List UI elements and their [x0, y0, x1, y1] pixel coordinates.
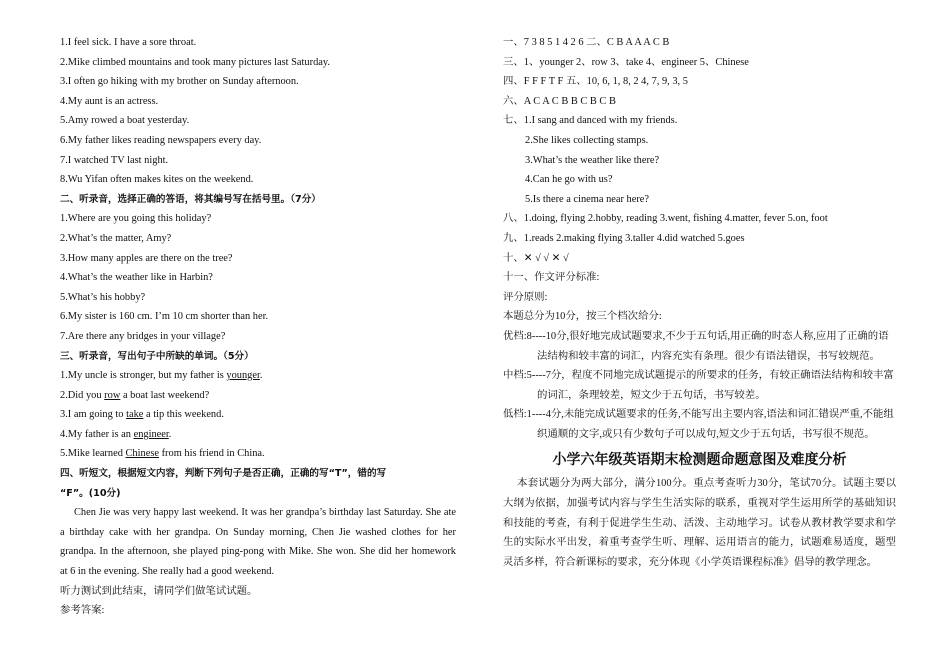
- listening-sentence: 3.I often go hiking with my brother on Sunday afternoon.: [60, 76, 299, 88]
- underlined-word: engineer: [133, 428, 169, 440]
- section-3-item: 5.Mike learned Chinese from his friend in China.: [60, 448, 265, 460]
- section-3-item: 4.My father is an engineer.: [60, 428, 172, 440]
- listening-sentence: 2.Mike climbed mountains and took many pictures last Saturday.: [60, 56, 331, 68]
- section-2-heading: 二、听录音，选择正确的答语，将其编号写在括号里。（7分）: [60, 193, 321, 205]
- listening-sentence: 1.I feel sick. I have a sore throat.: [60, 37, 197, 48]
- underlined-word: Chinese: [125, 448, 159, 460]
- grade-low: 低档:1----4分,未能完成试题要求的任务,不能写出主要内容,语法和词汇错误严重,不能组织通顺的文字,或只有少数句子可以成句,短文少于五句话，书写很不规范。: [503, 409, 894, 440]
- left-column: [60, 33, 456, 621]
- answer-row: 九、1.reads 2.making flying 3.taller 4.did watched 5.goes: [503, 232, 745, 244]
- section-3-item: 3.I am going to take a tip this weekend.: [60, 409, 224, 421]
- answer-row: 三、1、younger 2、row 3、take 4、engineer 5、Chinese: [503, 56, 749, 68]
- answer-row: 十、✕ √ √ ✕ √: [503, 252, 569, 264]
- section-2-item: 4.What’s the weather like in Harbin?: [60, 272, 213, 284]
- answer-row: 一、7 3 8 5 1 4 2 6 二、C B A A A C B: [503, 37, 670, 48]
- answer-row: 六、A C A C B B C B C B: [503, 95, 616, 107]
- listening-sentence: 5.Amy rowed a boat yesterday.: [60, 115, 190, 127]
- listening-sentence: 7.I watched TV last night.: [60, 154, 169, 166]
- end-note: 听力测试到此结束，请同学们做笔试试题。: [60, 585, 258, 597]
- grade-excellent: 优档:8----10分,很好地完成试题要求,不少于五句话,用正确的时态人称,应用了正确的语法结构和较丰富的词汇，内容充实有条理。很少有语法错误，书写较规范。: [503, 330, 889, 362]
- section-2-item: 1.Where are you going this holiday?: [60, 213, 212, 225]
- answer-row: 5.Is there a cinema near here?: [525, 193, 650, 205]
- answer-row: 八、1.doing, flying 2.hobby, reading 3.went, fishing 4.matter, fever 5.on, foot: [503, 213, 828, 225]
- section-2-item: 6.My sister is 160 cm. I’m 10 cm shorter than her.: [60, 311, 269, 323]
- scoring-principle: 评分原则:: [503, 291, 548, 303]
- section-4-heading-cont: “F”。(10分): [60, 487, 121, 499]
- answer-row: 四、F F F T F 五、10, 6, 1, 8, 2 4, 7, 9, 3, 5: [503, 76, 688, 88]
- section-3-item: 1.My uncle is stronger, but my father is younger.: [60, 370, 263, 382]
- grade-middle: 中档:5----7分，程度不同地完成试题提示的所要求的任务，有较正确语法结构和较丰富的词汇，条理较差，短文少于五句话，书写较差。: [503, 370, 894, 401]
- section-2-item: 5.What’s his hobby?: [60, 291, 146, 303]
- answer-row: 3.What’s the weather like there?: [525, 154, 660, 166]
- section-3-item: 2.Did you row a boat last weekend?: [60, 389, 210, 401]
- section-4-heading: 四、听短文，根据短文内容，判断下列句子是否正确，正确的写“T”，错的写: [60, 468, 387, 480]
- scoring-total: 本题总分为10分，按三个档次给分:: [503, 311, 662, 323]
- answer-row: 十一、作文评分标准:: [503, 272, 600, 284]
- underlined-word: younger: [226, 370, 260, 382]
- analysis-text: 本套试题分为两大部分，满分100分。重点考查听力30分，笔试70分。试题主要以大纲为依据，加强考试内容与学生生活实际的联系，重视对学生运用所学的基础知识和技能的考查，有利于促进学生生动、活泼、主动地学习。试卷从教材教学要求和学生的实际水平出发，着重考查学生听、理解、运用语言的能力，试题难易适度，题型灵活多样，符合新课标的要求，充分体现《小学英语课程标准》倡导的教学理念。: [503, 478, 896, 568]
- analysis-title: 小学六年级英语期末检测题命题意图及难度分析: [552, 452, 847, 469]
- listening-passage: Chen Jie was very happy last weekend. It was her grandpa’s birthday last Saturday. She ate a birthday cake with her grandpa. On Sunday morning, Chen Jie washed clothes for her grandpa. In the afternoon, she played ping-pong with Mike. She won. She did her homework at 6 in the evening. She really had a good weekend.: [60, 507, 456, 578]
- section-2-item: 3.How many apples are there on the tree?: [60, 252, 233, 264]
- answer-label: 参考答案:: [60, 605, 105, 617]
- answer-row: 七、1.I sang and danced with my friends.: [503, 115, 678, 127]
- listening-sentence: 8.Wu Yifan often makes kites on the weekend.: [60, 174, 254, 186]
- answer-row: 2.She likes collecting stamps.: [525, 134, 649, 146]
- listening-sentence: 4.My aunt is an actress.: [60, 95, 159, 107]
- underlined-word: take: [126, 409, 144, 421]
- listening-sentence: 6.My father likes reading newspapers every day.: [60, 134, 262, 146]
- answer-row: 4.Can he go with us?: [525, 174, 613, 186]
- section-2-item: 7.Are there any bridges in your village?: [60, 330, 226, 342]
- right-column: [503, 33, 896, 572]
- section-2-item: 2.What’s the matter, Amy?: [60, 232, 172, 244]
- underlined-word: row: [104, 389, 121, 401]
- section-3-heading: 三、听录音，写出句子中所缺的单词。（5分）: [60, 350, 254, 362]
